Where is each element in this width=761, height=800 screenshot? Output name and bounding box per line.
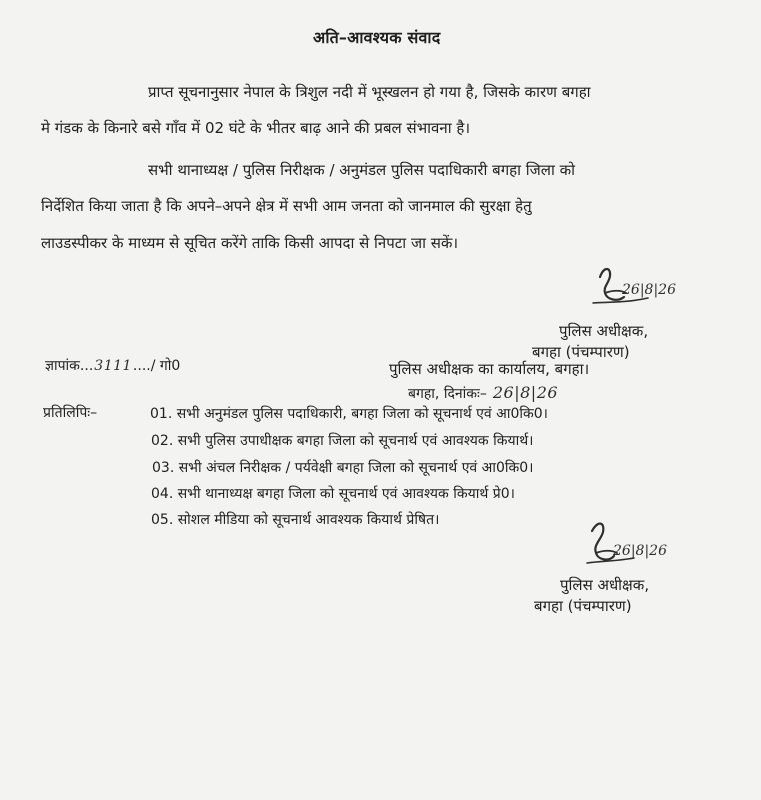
office-handwritten-date: 26|8|26 bbox=[492, 383, 559, 402]
signature-top-place: बगहा (पंचम्पारण) bbox=[532, 343, 630, 361]
signature-bottom-place: बगहा (पंचम्पारण) bbox=[534, 597, 632, 615]
copy-item-1: 01. सभी अनुमंडल पुलिस पदाधिकारी, बगहा जिला को सूचनार्थ एवं आ0कि0। bbox=[150, 406, 548, 422]
memo-number-line bbox=[45, 359, 180, 373]
document-title: अति–आवश्यक संवाद bbox=[313, 28, 441, 47]
memo-handwritten-number: 3111 bbox=[94, 358, 132, 374]
paragraph-1-line-2: मे गंडक के किनारे बसे गाँव में 02 घंटे के भीतर बाढ़ आने की प्रबल संभावना है। bbox=[41, 119, 471, 137]
paragraph-1-line-1: प्राप्त सूचनानुसार नेपाल के त्रिशुल नदी में भूस्खलन हो गया है, जिसके कारण बगहा bbox=[148, 83, 591, 101]
office-line: पुलिस अधीक्षक का कार्यालय, बगहा। bbox=[389, 360, 590, 378]
signature-bottom-title: पुलिस अधीक्षक, bbox=[560, 576, 650, 594]
office-date-line bbox=[408, 385, 558, 401]
memo-suffix: ..../ गो0 bbox=[132, 358, 181, 374]
signature-top-date: 26|8|26 bbox=[622, 282, 676, 298]
office-date-prefix: बगहा, दिनांकः– bbox=[408, 386, 487, 402]
memo-prefix: ज्ञापांक... bbox=[45, 358, 94, 374]
copy-label: प्रतिलिपिः– bbox=[43, 405, 98, 421]
copy-item-2: 02. सभी पुलिस उपाधीक्षक बगहा जिला को सूचनार्थ एवं आवश्यक कियार्थ। bbox=[151, 433, 534, 449]
paragraph-2-line-1: सभी थानाध्यक्ष / पुलिस निरीक्षक / अनुमंडल पुलिस पदाधिकारी बगहा जिला को bbox=[148, 161, 576, 179]
paragraph-2-line-3: लाउडस्पीकर के माध्यम से सूचित करेंगे ताकि किसी आपदा से निपटा जा सकें। bbox=[41, 234, 459, 252]
paragraph-2-line-2: निर्देशित किया जाता है कि अपने–अपने क्षेत्र में सभी आम जनता को जानमाल की सुरक्षा हेतु bbox=[41, 197, 532, 215]
copy-item-3: 03. सभी अंचल निरीक्षक / पर्यवेक्षी बगहा जिला को सूचनार्थ एवं आ0कि0। bbox=[152, 460, 534, 476]
signature-bottom-date: 26|8|26 bbox=[613, 543, 667, 559]
copy-item-5: 05. सोशल मीडिया को सूचनार्थ आवश्यक कियार्थ प्रेषित। bbox=[151, 512, 440, 528]
signature-top-title: पुलिस अधीक्षक, bbox=[559, 322, 649, 340]
copy-item-4: 04. सभी थानाध्यक्ष बगहा जिला को सूचनार्थ एवं आवश्यक कियार्थ प्रे0। bbox=[151, 486, 515, 502]
signature-top bbox=[587, 259, 677, 329]
